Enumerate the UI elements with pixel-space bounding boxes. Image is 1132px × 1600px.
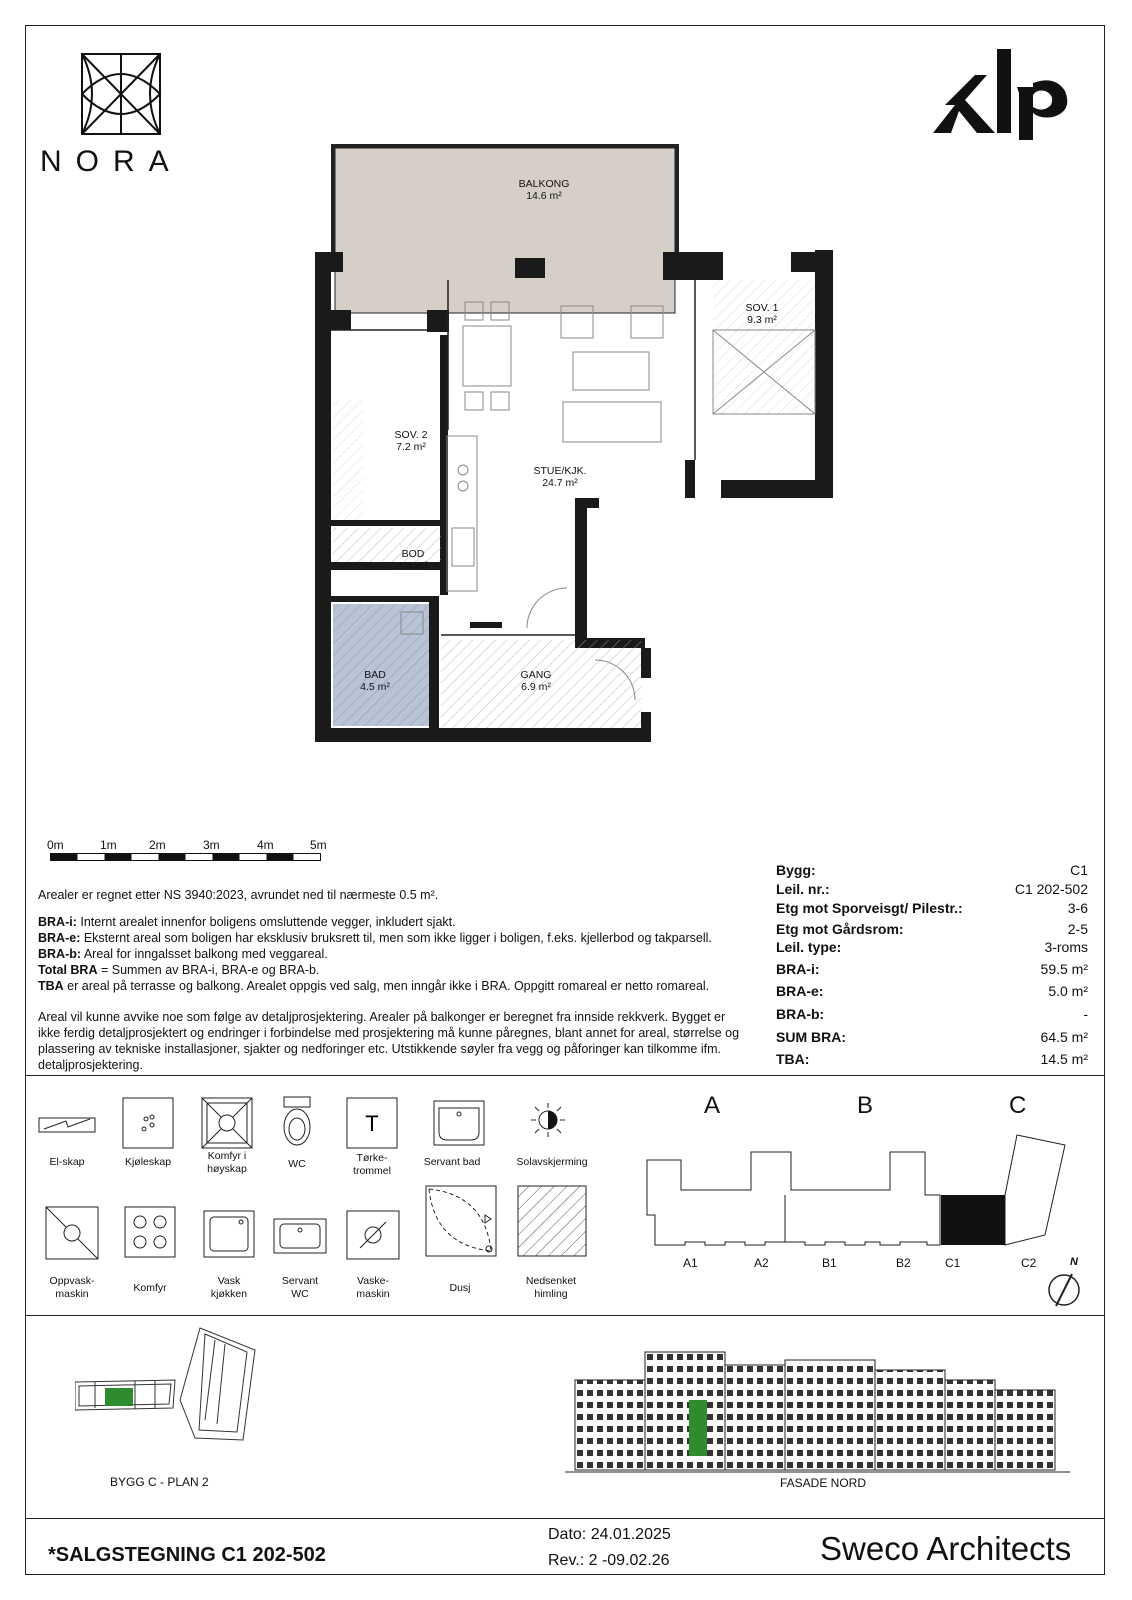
- room-label-stue: STUE/KJK. 24.7 m²: [533, 465, 587, 489]
- legend-label: Dusj: [449, 1282, 471, 1294]
- dishwasher-icon: [45, 1206, 99, 1260]
- room-label-sov2: SOV. 2 7.2 m²: [394, 429, 428, 453]
- apartment-highlight: [105, 1388, 133, 1406]
- nora-wordmark: NORA: [40, 145, 183, 178]
- info-row: TBA: 14.5 m²: [776, 1051, 1088, 1067]
- legend-label: Nedsenket himling: [525, 1275, 577, 1300]
- stove-icon: [124, 1206, 176, 1258]
- scale-bar-graphic: [50, 853, 326, 862]
- drawing-revision: Rev.: 2 -09.02.26: [548, 1552, 670, 1569]
- info-row: Etg mot Sporveisgt/ Pilestr.: 3-6: [776, 900, 1088, 916]
- legend-label: Servant WC: [281, 1275, 319, 1300]
- info-row: Etg mot Gårdsrom: 2-5: [776, 921, 1088, 937]
- info-row: BRA-e: 5.0 m²: [776, 983, 1088, 999]
- nora-logo: [40, 50, 200, 185]
- info-row: BRA-i: 59.5 m²: [776, 961, 1088, 977]
- room-label-bod: BOD 1.8 m²: [398, 548, 428, 572]
- drawing-title: *SALGSTEGNING C1 202-502: [48, 1544, 326, 1566]
- legend-label: Solavskjerming: [516, 1156, 588, 1168]
- svg-text:T: T: [365, 1111, 379, 1136]
- balcony-area: [335, 148, 675, 313]
- wing-label: A1: [683, 1256, 698, 1270]
- divider: [25, 1075, 1105, 1076]
- north-label: N: [1070, 1256, 1078, 1268]
- info-row: Leil. nr.: C1 202-502: [776, 881, 1088, 897]
- oven-tall-cabinet-icon: [201, 1097, 253, 1149]
- legend-label: Vaske- maskin: [356, 1275, 390, 1300]
- shower-icon: [425, 1185, 497, 1257]
- divider: [25, 1518, 1105, 1519]
- building-label: C: [1009, 1092, 1027, 1119]
- north-arrow-icon: [1046, 1272, 1082, 1308]
- building-label: A: [704, 1092, 721, 1119]
- legend-label: Komfyr: [133, 1282, 167, 1294]
- washing-machine-icon: [346, 1210, 400, 1260]
- wc-sink-icon: [273, 1218, 327, 1254]
- building-outline: [645, 1125, 1075, 1250]
- room-label-bad: BAD 4.5 m²: [360, 669, 390, 693]
- drawing-date: Dato: 24.01.2025: [548, 1526, 671, 1543]
- legend-label: Kjøleskap: [124, 1156, 172, 1168]
- legend-label: Servant bad: [423, 1156, 481, 1168]
- building-label: B: [857, 1092, 874, 1119]
- legend-label: Vask kjøkken: [210, 1275, 248, 1300]
- electrical-cabinet-icon: [38, 1115, 96, 1137]
- wing-label: C1: [945, 1256, 961, 1270]
- room-label-sov1: SOV. 1 9.3 m²: [745, 302, 779, 326]
- lowered-ceiling-icon: [517, 1185, 587, 1257]
- room-label-balkong: BALKONG 14.6 m²: [518, 178, 570, 202]
- fridge-icon: [122, 1097, 174, 1149]
- kitchen-sink-icon: [203, 1210, 255, 1258]
- nora-logo-mark-icon: [40, 50, 200, 140]
- wing-label: B1: [822, 1256, 837, 1270]
- area-definitions: BRA-i: Internt arealet innenfor boligens omsluttende vegger, inkludert sjakt. BRA-e: Eksternt areal som boligen har eksklusiv bruksrett til, men som ikke ligger i boligen, f.eks. kjellerbod og takparsell. BRA-b: Areal for inngalsset balkong med veggareal. Total BRA = Summen av BRA-i, BRA-e og BRA-b. TBA er areal på terrasse og balkong. Arealet oppgis ved salg, men inngår ikke i BRA. Oppgitt romareal er netto romareal.: [38, 915, 712, 993]
- toilet-icon: [280, 1095, 314, 1149]
- legend-label: Tørke- trommel: [353, 1152, 391, 1177]
- area-standard-note: Arealer er regnet etter NS 3940:2023, avrundet ned til nærmeste 0.5 m².: [38, 888, 439, 902]
- divider: [25, 1315, 1105, 1316]
- site-plan-label: BYGG C - PLAN 2: [110, 1475, 209, 1489]
- info-row: Leil. type: 3-roms: [776, 939, 1088, 955]
- facade-highlight: [689, 1400, 707, 1456]
- wing-label: C2: [1021, 1256, 1037, 1270]
- dryer-icon: [346, 1097, 398, 1149]
- info-row: SUM BRA: 64.5 m²: [776, 1029, 1088, 1045]
- klp-logo-icon: [925, 45, 1080, 140]
- disclaimer: Areal vil kunne avvike noe som følge av detaljprosjektering. Arealer på balkonger er beregnet fra innside rekkverk. Bygget er ikke ferdig detaljprosjektert og endringer i forbindelse med prosjektering må kunne påregnes, blant annet for areal, størrelse og plassering av tekniske installasjoner, sjakter og nedforinger etc. Utstikkende søyler fra vegg og påforinger kan tilkomme ifm. detaljprosjektering.: [38, 1010, 740, 1072]
- bath-sink-icon: [433, 1100, 485, 1146]
- legend-label: El-skap: [49, 1156, 85, 1168]
- info-row: Bygg: C1: [776, 862, 1088, 878]
- klp-logo: [925, 45, 1080, 140]
- wing-label: B2: [896, 1256, 911, 1270]
- c1-highlight: [941, 1195, 1005, 1245]
- facade-label: FASADE NORD: [780, 1476, 867, 1490]
- site-plan: [75, 1320, 270, 1470]
- legend-label: WC: [288, 1158, 306, 1170]
- room-label-gang: GANG 6.9 m²: [520, 669, 552, 693]
- wing-label: A2: [754, 1256, 769, 1270]
- sun-shading-icon: [530, 1102, 566, 1138]
- facade-drawing: [565, 1340, 1070, 1480]
- firm-name: Sweco Architects: [820, 1530, 1072, 1567]
- legend-label: Oppvask- maskin: [49, 1275, 95, 1300]
- legend-label: Komfyr i høyskap: [207, 1150, 247, 1175]
- info-row: BRA-b: -: [776, 1006, 1088, 1022]
